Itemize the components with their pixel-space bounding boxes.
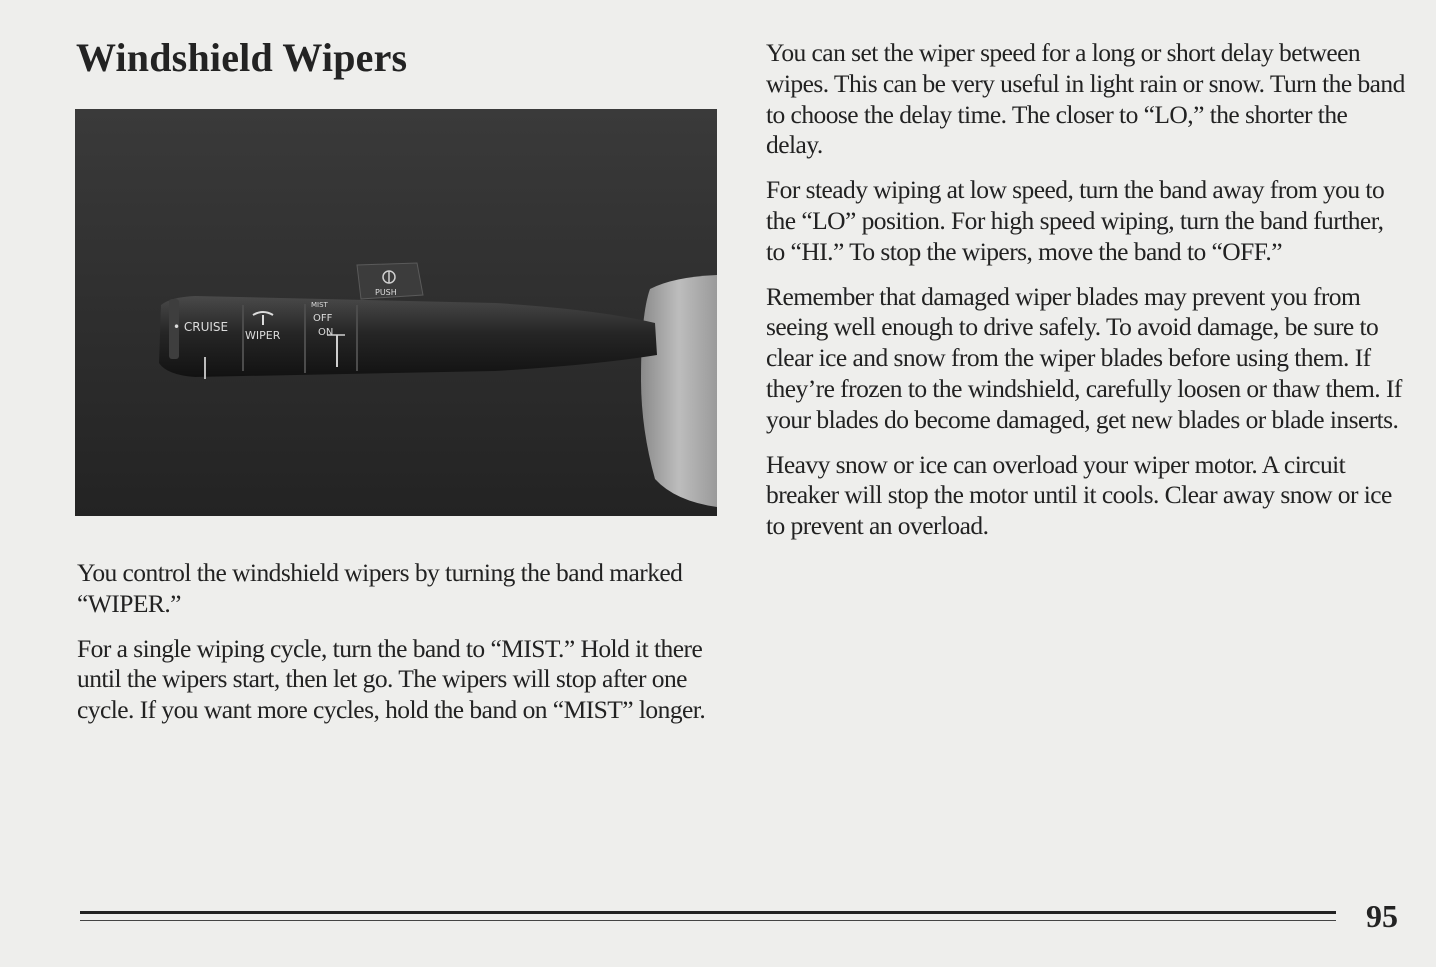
paragraph-blade-damage: Remember that damaged wiper blades may prevent you from seeing well enough to drive safely. To avoid damage, be sure to clear ice and snow from the wiper blades before using them. If they’re frozen to the windshield, carefully loosen or thaw them. If your blades do become damaged, get new blades or blade inserts.: [766, 281, 1402, 434]
wiper-label: WIPER: [245, 329, 281, 342]
right-column: [766, 38, 1406, 556]
cruise-label: • CRUISE: [173, 320, 229, 334]
paragraph-intro: You control the windshield wipers by turning the band marked “WIPER.”: [77, 558, 683, 618]
push-label: PUSH: [375, 288, 397, 297]
paragraph-steady-wiping: For steady wiping at low speed, turn the band away from you to the “LO” position. For high speed wiping, turn the band further, to “HI.” To stop the wipers, move the band to “OFF.”: [766, 175, 1385, 266]
paragraph-mist: For a single wiping cycle, turn the band to “MIST.” Hold it there until the wipers start, then let go. The wipers will stop after one cycle. If you want more cycles, hold the band on “MIST” longer.: [77, 633, 706, 725]
wiper-stalk-illustration: [75, 109, 717, 516]
on-label: ON: [318, 327, 334, 338]
page-title: Windshield Wipers: [76, 35, 408, 80]
footer-rule-thin: [80, 920, 1336, 921]
wiper-control-photo: [75, 109, 717, 516]
footer-rule: [80, 911, 1336, 914]
mist-label: MIST: [311, 301, 328, 309]
left-column: [77, 558, 717, 740]
off-label: OFF: [313, 313, 333, 324]
paragraph-delay: You can set the wiper speed for a long or short delay between wipes. This can be very useful in light rain or snow. Turn the band to choose the delay time. The closer to “LO,” the shorter the delay.: [766, 38, 1405, 160]
paragraph-overload: Heavy snow or ice can overload your wiper motor. A circuit breaker will stop the motor until it cools. Clear away snow or ice to prevent an overload.: [766, 449, 1392, 541]
page-number: 95: [1366, 898, 1398, 934]
